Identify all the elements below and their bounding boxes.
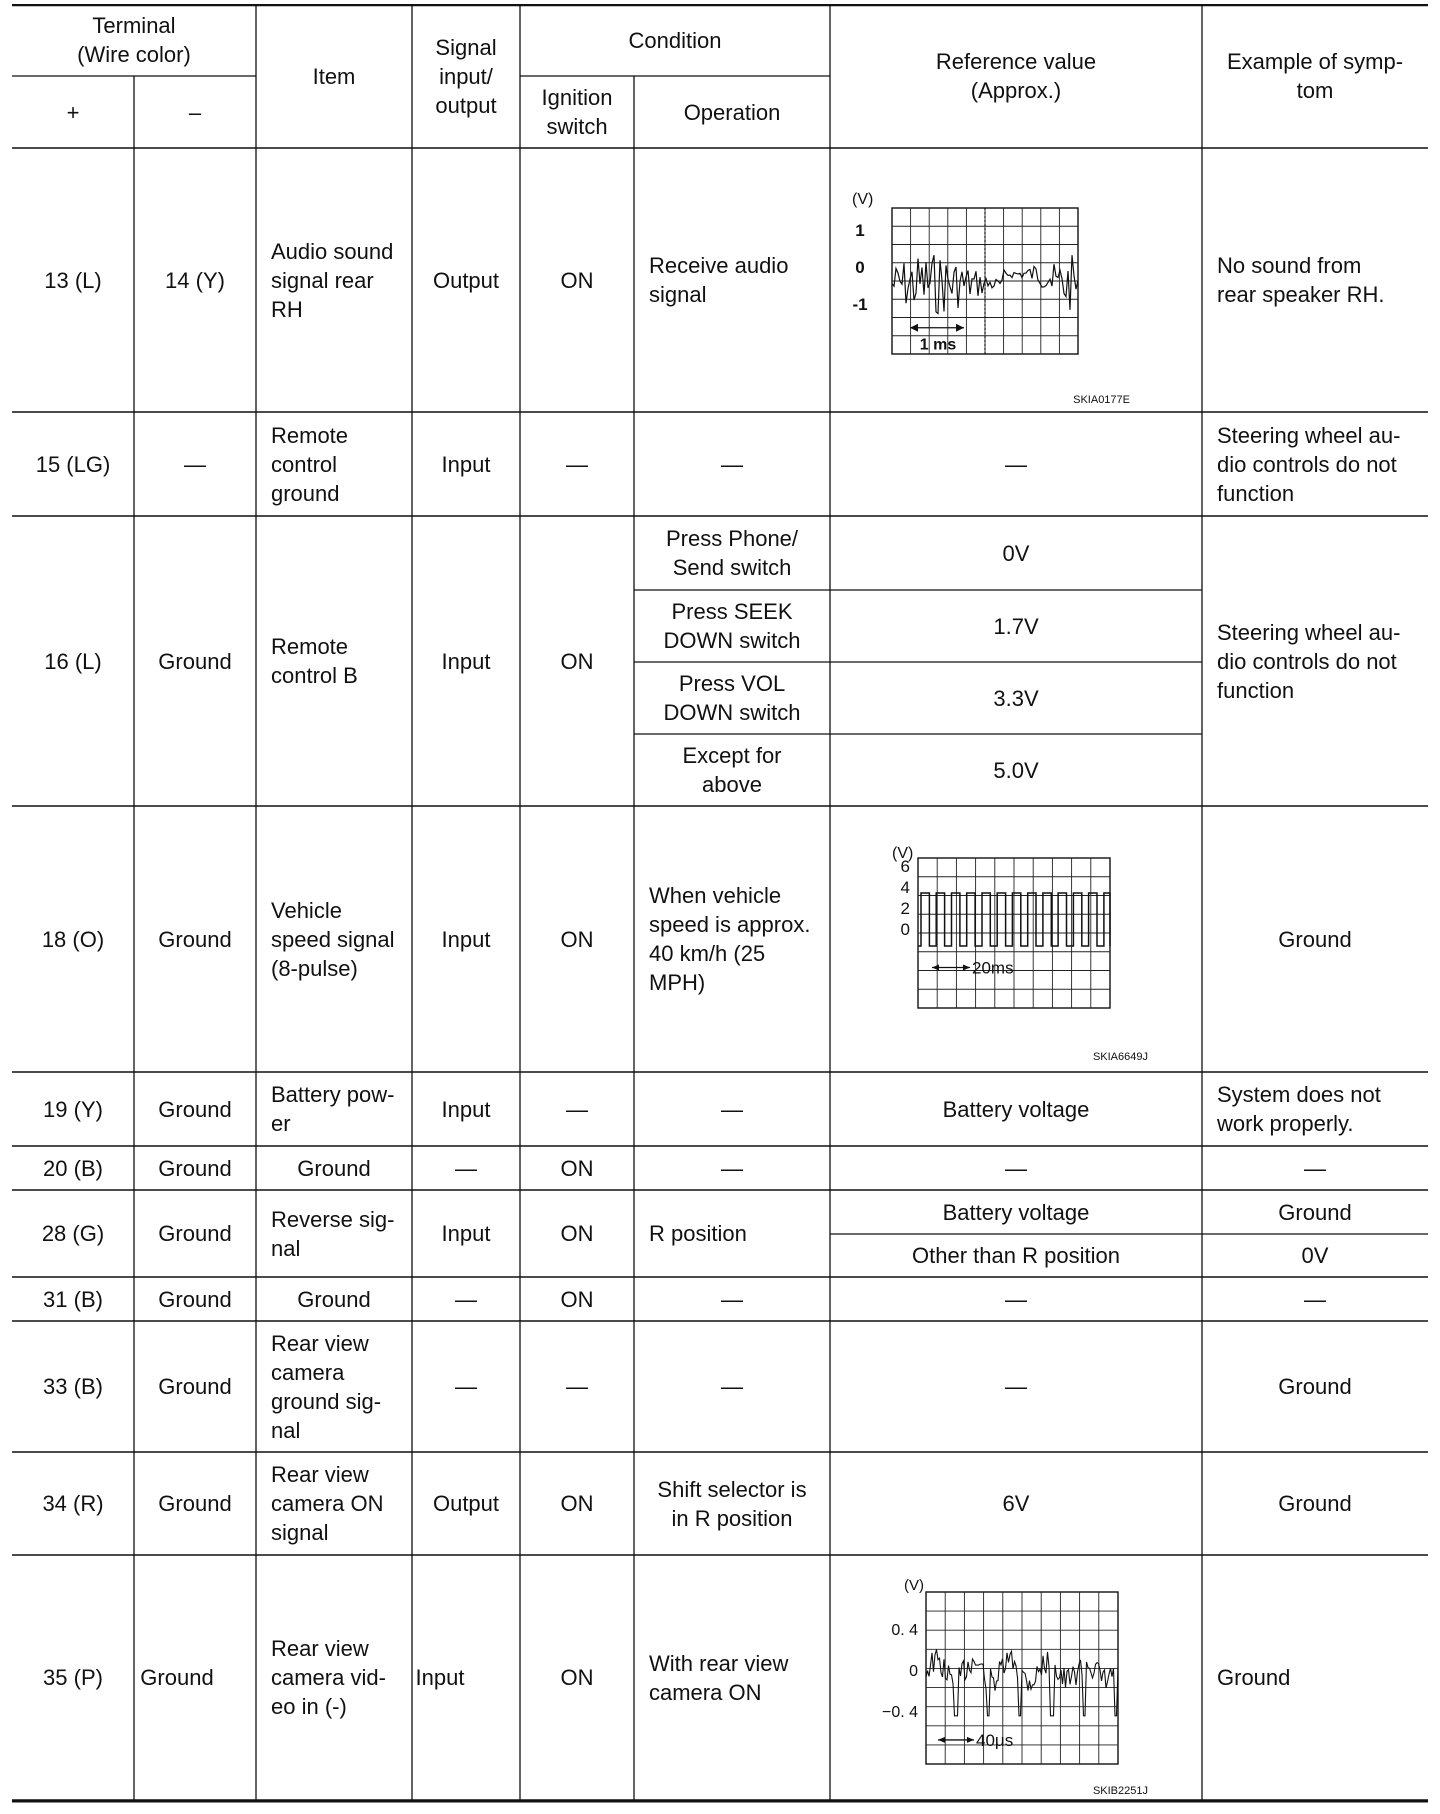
- r16-operation-4-line: above: [702, 772, 762, 797]
- r20-operation: —: [721, 1155, 743, 1181]
- r16-operation-2: [634, 590, 830, 662]
- r28-reference-2: Other than R position: [912, 1243, 1120, 1268]
- scope-y-label: 6: [900, 857, 910, 876]
- scope-unit-label: (V): [852, 191, 874, 208]
- r15-signal: Input: [441, 451, 491, 477]
- r13-symptom: [1202, 148, 1428, 412]
- r15-plus: 15 (LG): [35, 451, 111, 477]
- r19-symptom-line: work properly.: [1217, 1111, 1354, 1136]
- r33-plus: 33 (B): [43, 1374, 103, 1399]
- r15-symptom-line: dio controls do not: [1217, 451, 1397, 477]
- scope-y-label: 0: [900, 920, 910, 939]
- r18-item-line: (8-pulse): [271, 955, 358, 981]
- r35-item-line: camera vid-: [271, 1665, 386, 1690]
- r28-symptom-2: 0V: [1301, 1243, 1329, 1268]
- r19-item-line: er: [271, 1111, 291, 1136]
- header-signal: [412, 4, 520, 148]
- r31-minus: Ground: [158, 1286, 232, 1312]
- r16-operation-1-line: Press Phone/: [665, 526, 799, 551]
- r16-signal: Input: [441, 648, 491, 674]
- r28-reference-1: Battery voltage: [942, 1199, 1090, 1225]
- r18-operation-line: When vehicle: [649, 883, 782, 908]
- r18-item-line: speed signal: [271, 926, 395, 952]
- r28-item: [256, 1190, 412, 1277]
- r13-signal: Output: [432, 267, 500, 293]
- r33-item: [256, 1321, 412, 1452]
- r31-plus: 31 (B): [43, 1286, 103, 1312]
- r16-reference-3: 3.3V: [993, 685, 1039, 711]
- header-plus: +: [66, 99, 80, 125]
- r13-item-line: signal rear: [271, 267, 374, 293]
- r28-operation: R position: [649, 1221, 747, 1246]
- r33-reference: —: [1005, 1374, 1027, 1399]
- r34-reference: 6V: [1002, 1491, 1030, 1516]
- r16-operation-1: [634, 516, 830, 590]
- header-symptom-line: Example of symp-: [1226, 49, 1404, 74]
- scope-y-label: 2: [900, 899, 910, 918]
- r34-item-line: camera ON: [271, 1491, 384, 1516]
- r18-operation-line: MPH): [649, 970, 706, 995]
- r31-item: Ground: [297, 1286, 371, 1312]
- r19-reference: Battery voltage: [942, 1096, 1090, 1122]
- r15-ignition: —: [566, 451, 588, 477]
- r13-ignition: ON: [560, 267, 594, 293]
- r34-signal: Output: [432, 1491, 500, 1516]
- scope-y-label: -1: [852, 295, 868, 314]
- r28-item-line: nal: [271, 1235, 301, 1261]
- header-ignition-line: Ignition: [541, 85, 613, 110]
- r33-item-line: nal: [271, 1417, 301, 1443]
- header-minus: –: [188, 99, 202, 125]
- video-waveform-figure: [830, 1578, 1202, 1798]
- r34-ignition: ON: [560, 1491, 594, 1516]
- r18-operation-line: speed is approx.: [649, 912, 811, 937]
- r16-operation-2-line: DOWN switch: [663, 628, 801, 653]
- r33-item-line: Rear view: [271, 1330, 369, 1356]
- r16-symptom: [1202, 516, 1428, 806]
- r16-symptom-line: function: [1217, 677, 1295, 703]
- r20-minus: Ground: [158, 1155, 232, 1181]
- r18-ignition: ON: [560, 926, 594, 952]
- r16-item: [256, 516, 412, 806]
- r15-operation: —: [721, 451, 743, 477]
- r34-item-line: signal: [271, 1520, 329, 1545]
- scope-unit-label: (V): [904, 1578, 924, 1594]
- scope-y-label: 4: [900, 878, 910, 897]
- r33-operation: —: [721, 1374, 743, 1399]
- audio-waveform-figure: [830, 190, 1202, 410]
- r35-operation: [634, 1555, 830, 1800]
- r13-operation-line: Receive audio: [649, 253, 789, 278]
- r35-ignition: ON: [560, 1665, 594, 1690]
- header-reference-line: Reference value: [935, 49, 1097, 74]
- r13-plus: 13 (L): [44, 267, 102, 293]
- r33-signal: —: [455, 1374, 477, 1399]
- r19-symptom: [1202, 1072, 1428, 1146]
- scope-y-label: 0: [909, 1663, 918, 1680]
- r15-symptom-line: Steering wheel au-: [1217, 422, 1401, 448]
- r16-item-line: control B: [271, 663, 358, 688]
- r13-operation-line: signal: [649, 282, 707, 307]
- r33-symptom: Ground: [1278, 1374, 1352, 1399]
- r34-symptom: Ground: [1278, 1491, 1352, 1516]
- r31-signal: —: [455, 1286, 477, 1312]
- r15-item-line: control: [271, 451, 338, 477]
- r19-minus: Ground: [158, 1096, 232, 1122]
- r28-item-line: Reverse sig-: [271, 1206, 395, 1232]
- r16-reference-2: 1.7V: [993, 613, 1039, 639]
- figure-code: SKIA6649J: [1092, 1051, 1148, 1063]
- r28-symptom-1: Ground: [1278, 1199, 1352, 1225]
- header-terminal-line: Terminal: [92, 13, 176, 38]
- r15-item-line: ground: [271, 480, 340, 506]
- r31-ignition: ON: [560, 1286, 594, 1312]
- r19-signal: Input: [441, 1096, 491, 1122]
- scope-y-label: 1: [855, 221, 865, 240]
- r13-symptom-line: rear speaker RH.: [1217, 282, 1385, 307]
- r18-signal: Input: [441, 926, 491, 952]
- r16-ignition: ON: [560, 648, 594, 674]
- r35-signal: Input: [415, 1665, 465, 1690]
- r16-symptom-line: dio controls do not: [1217, 648, 1397, 674]
- header-item: Item: [312, 63, 356, 89]
- r33-item-line: ground sig-: [271, 1388, 382, 1414]
- r16-reference-1: 0V: [1002, 540, 1030, 566]
- r18-symptom: Ground: [1278, 926, 1352, 952]
- r35-item-line: eo in (-): [271, 1694, 347, 1719]
- terminal-table: [12, 4, 1428, 1804]
- r19-plus: 19 (Y): [43, 1096, 103, 1122]
- r15-reference: —: [1005, 451, 1027, 477]
- r20-reference: —: [1005, 1155, 1027, 1181]
- scope-time-label: 20ms: [972, 958, 1014, 978]
- header-symptom-line: tom: [1296, 78, 1334, 103]
- r35-item-line: Rear view: [271, 1636, 369, 1661]
- r16-operation-3-line: Press VOL: [678, 671, 786, 696]
- r15-symptom-line: function: [1217, 480, 1295, 506]
- figure-code: SKIB2251J: [1092, 1785, 1148, 1797]
- r28-plus: 28 (G): [41, 1221, 105, 1246]
- r13-item-line: RH: [271, 296, 303, 322]
- r15-minus: —: [184, 451, 206, 477]
- scope-y-label: 0. 4: [891, 1622, 918, 1639]
- scope-time-label: 40μs: [976, 1730, 1014, 1750]
- r35-plus: 35 (P): [43, 1665, 103, 1690]
- r13-minus: 14 (Y): [165, 267, 225, 293]
- r28-minus: Ground: [158, 1221, 232, 1246]
- r31-operation: —: [721, 1286, 743, 1312]
- r13-item-line: Audio sound: [271, 238, 394, 264]
- r20-plus: 20 (B): [43, 1155, 103, 1181]
- header-reference-line: (Approx.): [970, 78, 1062, 103]
- header-signal-line: Signal: [435, 34, 497, 60]
- header-signal-line: input/: [439, 63, 493, 89]
- r35-symptom: Ground: [1217, 1665, 1291, 1690]
- r16-operation-4: [634, 734, 830, 806]
- header-ignition: [520, 76, 634, 148]
- header-condition: Condition: [628, 27, 722, 53]
- r16-operation-3-line: DOWN switch: [663, 700, 801, 725]
- header-operation: Operation: [683, 99, 781, 125]
- header-symptom: [1202, 4, 1428, 148]
- scope-unit-label: (V): [892, 845, 914, 862]
- r18-operation-line: 40 km/h (25: [649, 941, 766, 966]
- r34-plus: 34 (R): [42, 1491, 104, 1516]
- r34-operation-line: in R position: [671, 1505, 793, 1531]
- r15-symptom: [1202, 412, 1428, 516]
- r20-symptom: —: [1304, 1155, 1326, 1181]
- r31-symptom: —: [1304, 1286, 1326, 1312]
- r16-operation-2-line: Press SEEK: [671, 599, 793, 624]
- r35-operation-line: camera ON: [649, 1679, 762, 1705]
- header-terminal: [12, 4, 256, 76]
- r18-item: [256, 806, 412, 1072]
- r18-plus: 18 (O): [41, 926, 105, 952]
- r13-symptom-line: No sound from: [1217, 253, 1362, 278]
- r16-reference-4: 5.0V: [993, 757, 1039, 783]
- r15-item: [256, 412, 412, 516]
- scope-y-label: 0: [855, 258, 865, 277]
- r34-item: [256, 1452, 412, 1555]
- r35-operation-line: With rear view: [649, 1650, 789, 1676]
- r16-operation-4-line: Except for: [682, 743, 782, 768]
- r15-item-line: Remote: [271, 422, 349, 448]
- r13-item: [256, 148, 412, 412]
- r20-ignition: ON: [560, 1155, 594, 1181]
- r33-minus: Ground: [158, 1374, 232, 1399]
- r19-symptom-line: System does not: [1217, 1082, 1381, 1107]
- header-terminal-line: (Wire color): [77, 42, 191, 67]
- r16-operation-1-line: Send switch: [672, 555, 792, 580]
- speed-pulse-figure: [830, 842, 1202, 1070]
- r16-operation-3: [634, 662, 830, 734]
- scope-time-label: 1 ms: [919, 336, 957, 354]
- r35-minus: Ground: [140, 1665, 214, 1690]
- r19-item-line: Battery pow-: [271, 1082, 395, 1107]
- header-ignition-line: switch: [546, 114, 608, 139]
- r19-item: [256, 1072, 412, 1146]
- r16-plus: 16 (L): [44, 648, 102, 674]
- r18-item-line: Vehicle: [271, 897, 342, 923]
- r20-item: Ground: [297, 1155, 371, 1181]
- r34-minus: Ground: [158, 1491, 232, 1516]
- r28-signal: Input: [441, 1221, 491, 1246]
- r34-operation-line: Shift selector is: [657, 1476, 807, 1502]
- r34-item-line: Rear view: [271, 1462, 369, 1487]
- r16-symptom-line: Steering wheel au-: [1217, 619, 1401, 645]
- header-reference: [830, 4, 1202, 148]
- r16-item-line: Remote: [271, 634, 349, 659]
- r28-ignition: ON: [560, 1221, 594, 1246]
- figure-code: SKIA0177E: [1073, 394, 1130, 406]
- r18-minus: Ground: [158, 926, 232, 952]
- r19-operation: —: [721, 1096, 743, 1122]
- r18-operation: [634, 806, 830, 1072]
- r16-minus: Ground: [158, 648, 232, 674]
- r33-ignition: —: [566, 1374, 588, 1399]
- r20-signal: —: [455, 1155, 477, 1181]
- r31-reference: —: [1005, 1286, 1027, 1312]
- header-signal-line: output: [435, 92, 497, 118]
- r13-operation: [634, 148, 830, 412]
- scope-y-label: −0. 4: [881, 1704, 918, 1721]
- r34-operation: [634, 1452, 830, 1555]
- r33-item-line: camera: [271, 1359, 345, 1385]
- r19-ignition: —: [566, 1096, 588, 1122]
